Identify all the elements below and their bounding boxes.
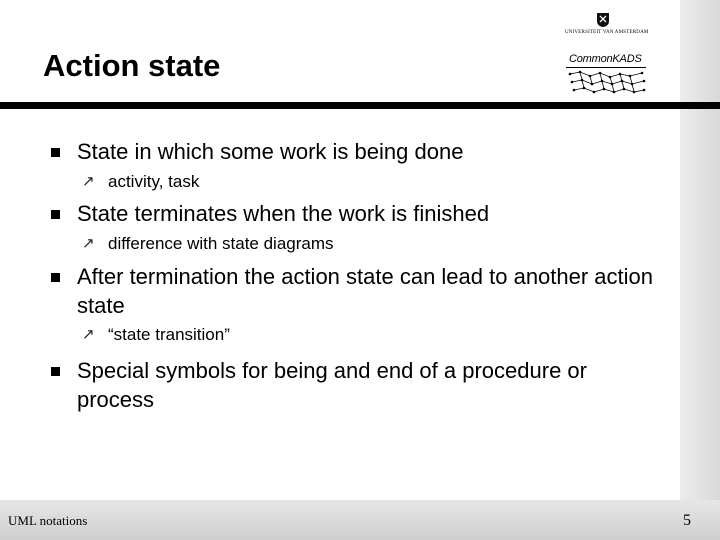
bullet-square-icon bbox=[51, 148, 60, 157]
commonkads-network-logo bbox=[566, 68, 648, 96]
sub-bullet-arrow-icon: ↗ bbox=[82, 173, 95, 190]
bullet-text: State terminates when the work is finished bbox=[77, 201, 490, 226]
sub-bullet-arrow-icon: ↗ bbox=[82, 326, 95, 343]
logo-university-name: UNIVERSITEIT VAN AMSTERDAM bbox=[565, 30, 649, 35]
footer-band bbox=[0, 500, 720, 540]
university-emblem-icon bbox=[596, 12, 610, 28]
bullet-text: After termination the action state can lead to another action state bbox=[77, 264, 654, 318]
slide-title: Action state bbox=[43, 48, 221, 83]
footer-label: UML notations bbox=[8, 513, 88, 528]
sub-bullet-text: “state transition” bbox=[108, 325, 230, 344]
bullet-square-icon bbox=[51, 210, 60, 219]
bullet-text: Special symbols for being and end of a procedure or process bbox=[77, 358, 587, 412]
page-number: 5 bbox=[683, 512, 691, 529]
right-decorative-band bbox=[680, 0, 720, 540]
title-rule bbox=[0, 102, 720, 109]
logo-brand-name: CommonKADS bbox=[569, 53, 642, 65]
sub-bullet-arrow-icon: ↗ bbox=[82, 235, 95, 252]
sub-bullet-text: activity, task bbox=[108, 172, 200, 191]
bullet-square-icon bbox=[51, 367, 60, 376]
bullet-text: State in which some work is being done bbox=[77, 139, 464, 164]
sub-bullet-text: difference with state diagrams bbox=[108, 234, 334, 253]
bullet-square-icon bbox=[51, 273, 60, 282]
